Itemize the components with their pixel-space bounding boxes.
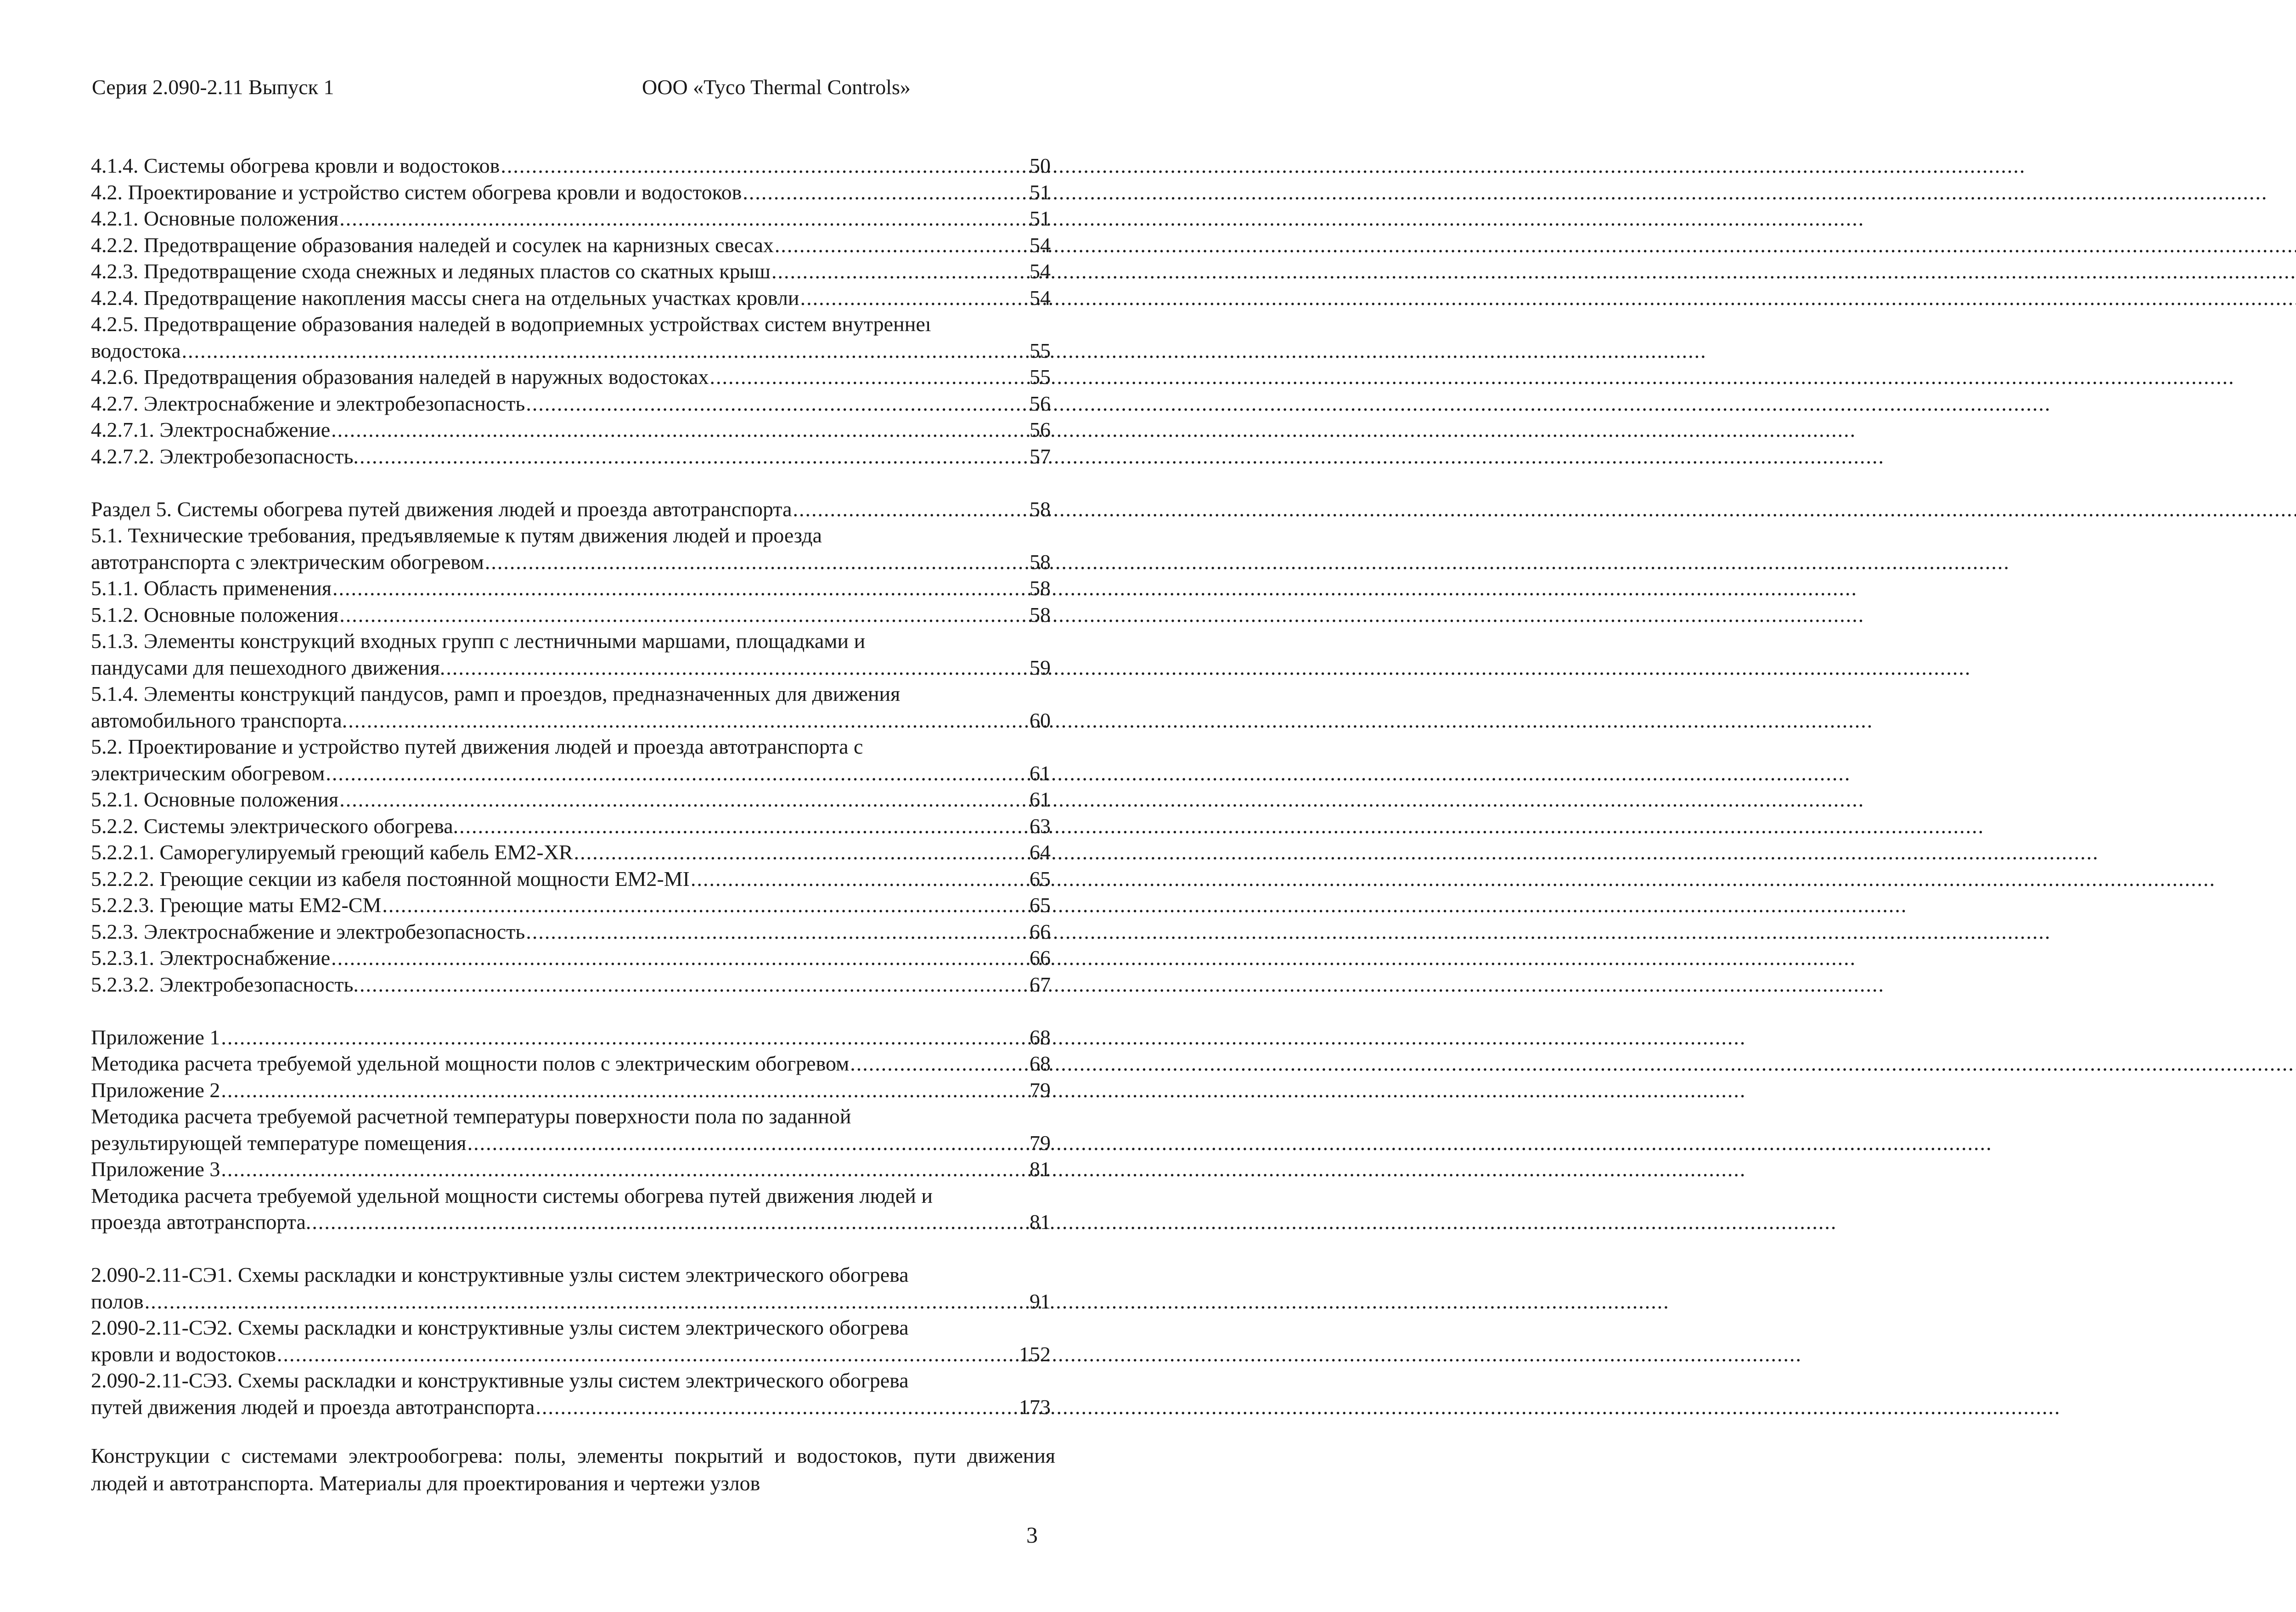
dot-leader	[312, 1209, 1029, 1235]
toc-page-number: 66	[1030, 919, 1051, 943]
dot-leader	[221, 1077, 1029, 1104]
dot-leader	[526, 390, 1029, 417]
toc-page-number: 54	[1030, 259, 1051, 283]
toc-entry	[91, 945, 1051, 971]
toc-entry-text: электрическим обогревом	[91, 761, 325, 785]
toc-page-number: 58	[1030, 497, 1051, 521]
dot-leader	[339, 786, 1029, 813]
dot-leader	[348, 707, 1029, 734]
toc-entry-text: 5.2.2. Системы электрического обогрева.	[91, 814, 459, 838]
dot-leader	[691, 866, 1029, 892]
dot-leader	[800, 285, 1029, 311]
toc-entry-text: Раздел 5. Системы обогрева путей движения людей и проезда автотранспорта	[91, 497, 792, 521]
toc-entry	[91, 1024, 1051, 1051]
toc-entry	[91, 364, 1051, 390]
dot-leader	[467, 1130, 1029, 1156]
toc-entry-text: Приложение 2	[91, 1078, 220, 1102]
toc-entry-continued	[91, 681, 1051, 707]
toc-entry-text: 5.2. Проектирование и устройство путей движения людей и проезда автотранспорта с	[91, 735, 863, 758]
toc-entry	[91, 1209, 1051, 1235]
toc-page-number: 55	[1030, 365, 1051, 389]
toc-entry	[91, 1288, 1051, 1315]
toc-page-number: 68	[1030, 1052, 1051, 1075]
toc-entry-text: результирующей температуре помещения	[91, 1131, 467, 1155]
toc-entry	[91, 417, 1051, 443]
dot-leader	[850, 1050, 1029, 1077]
dot-leader	[145, 1288, 1029, 1315]
toc-entry	[91, 232, 1051, 259]
toc-entry-text: 4.2.1. Основные положения	[91, 207, 339, 230]
toc-entry-text: 4.2.4. Предотвращение накопления массы снега на отдельных участках кровли	[91, 286, 799, 310]
toc-page-number: 60	[1030, 708, 1051, 732]
toc-page-number: 51	[1030, 180, 1051, 204]
dot-leader	[360, 971, 1029, 998]
toc-entry-text: Методика расчета требуемой удельной мощности системы обогрева путей движения людей и	[91, 1184, 933, 1207]
closing-paragraph: Конструкции с системами электрообогрева: полы, элементы покрытий и водостоков, пути движения людей и автотранспорта. Материалы для проектирования и чертежи узлов	[91, 1444, 1055, 1495]
dot-leader	[793, 496, 1029, 523]
toc-entry	[91, 654, 1051, 681]
toc-entry	[91, 919, 1051, 945]
dot-leader	[574, 839, 1029, 866]
toc-entry-text: 5.2.1. Основные положения	[91, 788, 339, 811]
dot-leader	[182, 338, 1029, 364]
dot-leader	[446, 654, 1029, 681]
toc-entry-continued	[91, 311, 1051, 338]
toc-page-number: 63	[1030, 814, 1051, 838]
toc-entry	[91, 549, 1051, 575]
toc-entry	[91, 602, 1051, 628]
toc-entry-text: 5.2.3. Электроснабжение и электробезопасность	[91, 919, 525, 943]
toc-entry-text: полов	[91, 1289, 144, 1313]
dot-leader	[277, 1341, 1018, 1368]
dot-leader	[775, 232, 1029, 259]
document-page	[0, 0, 1140, 1612]
toc-page-number: 79	[1030, 1078, 1051, 1102]
toc-entry-text: 5.2.3.2. Электробезопасность.	[91, 972, 359, 996]
toc-entry-continued	[91, 522, 1051, 549]
toc-page-number: 152	[1019, 1342, 1051, 1366]
dot-leader	[326, 760, 1029, 787]
toc-page-number: 81	[1030, 1210, 1051, 1234]
toc-entry-text: проезда автотранспорта.	[91, 1210, 311, 1234]
toc-entry	[91, 443, 1051, 470]
dot-leader	[485, 549, 1029, 575]
toc-page-number: 68	[1030, 1025, 1051, 1049]
toc-entry-text: Приложение 1	[91, 1025, 220, 1049]
toc-entry-continued	[91, 733, 1051, 760]
toc-entry	[91, 760, 1051, 787]
dot-leader	[459, 813, 1029, 840]
dot-leader	[339, 602, 1029, 628]
toc-page-number: 54	[1030, 286, 1051, 310]
toc-entry-continued	[91, 1262, 1051, 1288]
toc-page-number: 65	[1030, 893, 1051, 917]
page-number: 3	[1026, 1522, 1038, 1548]
toc-entry	[91, 258, 1051, 285]
toc-entry	[91, 179, 1051, 206]
toc-entry	[91, 971, 1051, 998]
toc-entry-text: 4.2.7. Электроснабжение и электробезопасность	[91, 391, 525, 415]
toc-page-number: 58	[1030, 550, 1051, 574]
toc-entry-text: 5.2.2.3. Греющие маты ЕМ2-СМ	[91, 893, 382, 917]
toc-entry-text: 4.2.7.1. Электроснабжение	[91, 418, 331, 441]
toc-entry-text: 2.090-2.11-СЭ3. Схемы раскладки и конструктивные узлы систем электрического обогрева	[91, 1369, 909, 1392]
toc-page-number: 50	[1030, 154, 1051, 177]
toc-page-number: 66	[1030, 946, 1051, 969]
toc-spacer	[91, 469, 1051, 496]
dot-leader	[331, 945, 1029, 971]
toc-entry	[91, 813, 1051, 840]
toc-page-number: 58	[1030, 576, 1051, 600]
toc-entry-continued	[91, 1183, 1051, 1209]
toc-page-number: 55	[1030, 338, 1051, 362]
dot-leader	[332, 575, 1029, 602]
toc-entry-text: 5.2.2.2. Греющие секции из кабеля постоянной мощности ЕМ2-MI	[91, 867, 690, 891]
dot-leader	[535, 1394, 1018, 1420]
toc-entry-text: Методика расчета требуемой удельной мощности полов с электрическим обогревом	[91, 1052, 850, 1075]
dot-leader	[382, 892, 1029, 919]
toc-entry-text: Приложение 3	[91, 1157, 220, 1181]
dot-leader	[360, 443, 1029, 470]
toc-entry-continued	[91, 1367, 1051, 1394]
toc-entry	[91, 1050, 1051, 1077]
toc-entry-text: 5.2.3.1. Электроснабжение	[91, 946, 331, 969]
toc-entry-text: 4.2.6. Предотвращения образования наледей в наружных водостоках	[91, 365, 709, 389]
toc-entry	[91, 786, 1051, 813]
toc-page-number: 61	[1030, 761, 1051, 785]
toc-entry-text: 5.1.3. Элементы конструкций входных групп с лестничными маршами, площадками и	[91, 629, 866, 653]
toc-page-number: 173	[1019, 1395, 1051, 1419]
toc-entry-text: 4.2.5. Предотвращение образования наледей в водоприемных устройствах систем внутреннеı	[91, 312, 931, 336]
dot-leader	[526, 919, 1029, 945]
toc-entry	[91, 892, 1051, 919]
toc-entry	[91, 1077, 1051, 1104]
toc-entry	[91, 390, 1051, 417]
toc-entry	[91, 285, 1051, 311]
toc-entry-continued	[91, 628, 1051, 654]
toc-entry-text: 4.2. Проектирование и устройство систем обогрева кровли и водостоков	[91, 180, 742, 204]
dot-leader	[331, 417, 1029, 443]
toc-page-number: 56	[1030, 418, 1051, 441]
toc-entry-text: 4.1.4. Системы обогрева кровли и водостоков	[91, 154, 500, 177]
series-header: Серия 2.090-2.11 Выпуск 1	[92, 75, 334, 99]
toc-entry-continued	[91, 1103, 1051, 1130]
toc-page-number: 56	[1030, 391, 1051, 415]
toc-entry-text: Методика расчета требуемой расчетной температуры поверхности пола по заданной	[91, 1105, 851, 1128]
toc-entry-text: 5.1.4. Элементы конструкций пандусов, рамп и проездов, предназначенных для движения	[91, 682, 900, 705]
toc-entry-text: кровли и водостоков	[91, 1342, 276, 1366]
toc-entry	[91, 866, 1051, 892]
company-header: ООО «Tyco Thermal Controls»	[642, 75, 911, 99]
dot-leader	[710, 364, 1029, 390]
toc-entry-text: автомобильного транспорта.	[91, 708, 348, 732]
toc-page-number: 54	[1030, 233, 1051, 257]
toc-entry	[91, 338, 1051, 364]
toc-entry-text: 4.2.7.2. Электробезопасность.	[91, 444, 359, 468]
toc-entry-continued	[91, 1314, 1051, 1341]
toc-entry-text: 4.2.3. Предотвращение схода снежных и ледяных пластов со скатных крыш	[91, 259, 771, 283]
toc-entry-text: автотранспорта с электрическим обогревом	[91, 550, 484, 574]
toc-page-number: 61	[1030, 788, 1051, 811]
toc-entry	[91, 1130, 1051, 1156]
dot-leader	[221, 1156, 1029, 1183]
toc-spacer	[91, 998, 1051, 1024]
toc-entry	[91, 1341, 1051, 1368]
dot-leader	[743, 179, 1029, 206]
toc-entry-text: водостока	[91, 338, 181, 362]
toc-entry-text: путей движения людей и проезда автотранспорта	[91, 1395, 535, 1419]
toc-entry-text: 4.2.2. Предотвращение образования наледей и сосулек на карнизных свесах	[91, 233, 774, 257]
toc-entry-text: 5.1.1. Область применения	[91, 576, 332, 600]
toc-page-number: 91	[1030, 1289, 1051, 1313]
toc-page-number: 65	[1030, 867, 1051, 891]
toc-entry	[91, 152, 1051, 179]
toc-page-number: 64	[1030, 840, 1051, 864]
toc-page-number: 67	[1030, 972, 1051, 996]
toc-entry	[91, 496, 1051, 523]
toc-entry	[91, 707, 1051, 734]
toc-page-number: 59	[1030, 655, 1051, 679]
toc-entry-text: 5.1. Технические требования, предъявляемые к путям движения людей и проезда	[91, 524, 822, 547]
toc-entry-text: пандусами для пешеходного движения.	[91, 655, 445, 679]
toc-spacer	[91, 1235, 1051, 1262]
toc-page-number: 81	[1030, 1157, 1051, 1181]
toc-entry-text: 2.090-2.11-СЭ1. Схемы раскладки и конструктивные узлы систем электрического обогрева	[91, 1263, 909, 1286]
dot-leader	[221, 1024, 1029, 1051]
dot-leader	[339, 205, 1029, 232]
table-of-contents	[91, 152, 1051, 1420]
toc-entry-text: 5.2.2.1. Саморегулируемый греющий кабель ЕМ2-XR	[91, 840, 573, 864]
toc-entry	[91, 575, 1051, 602]
toc-entry	[91, 205, 1051, 232]
toc-entry-text: 5.1.2. Основные положения	[91, 603, 339, 626]
toc-page-number: 51	[1030, 207, 1051, 230]
toc-page-number: 57	[1030, 444, 1051, 468]
toc-entry-text: 2.090-2.11-СЭ2. Схемы раскладки и конструктивные узлы систем электрического обогрева	[91, 1316, 909, 1339]
toc-entry	[91, 839, 1051, 866]
toc-entry	[91, 1394, 1051, 1420]
dot-leader	[771, 258, 1029, 285]
dot-leader	[501, 152, 1029, 179]
toc-entry	[91, 1156, 1051, 1183]
toc-page-number: 58	[1030, 603, 1051, 626]
toc-page-number: 79	[1030, 1131, 1051, 1155]
